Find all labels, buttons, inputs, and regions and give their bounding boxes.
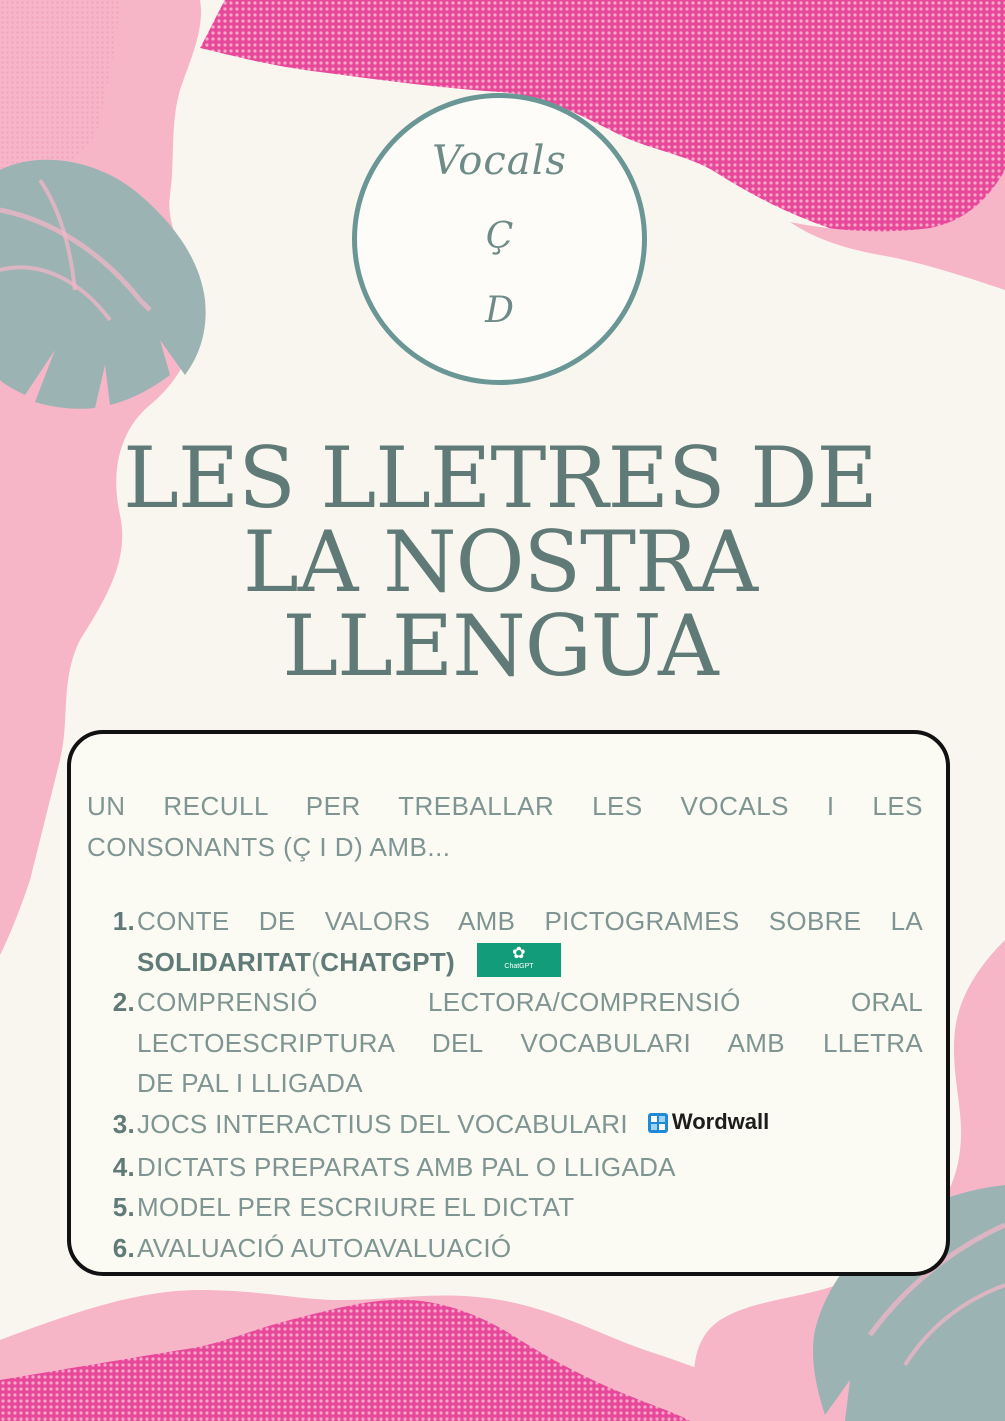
list-number: 1. [112, 906, 135, 936]
list-item [107, 1147, 923, 1188]
circle-vocals: Vocals [432, 138, 567, 184]
list-number: 4. [112, 1151, 135, 1182]
list-number: 6. [112, 1232, 135, 1263]
list-text-row [137, 1104, 923, 1147]
list-text: DICTATS PREPARATS AMB PAL O LLIGADA [137, 1151, 676, 1182]
list-text: COMPRENSIÓ LECTORA/COMPRENSIÓ ORAL [137, 987, 923, 1017]
list-number: 3. [112, 1108, 135, 1139]
wordwall-logo [648, 1100, 769, 1142]
wordwall-grid-icon [648, 1113, 668, 1133]
intro-text [87, 786, 923, 868]
list-item [107, 901, 923, 982]
list-text-line-2: LECTOESCRIPTURA DEL VOCABULARI AMB LLETRA [137, 1027, 923, 1058]
title-line-1: LES LLETRES DE [123, 429, 877, 527]
list-item [107, 1228, 923, 1269]
list-text: CONTE DE VALORS AMB PICTOGRAMES SOBRE LA [137, 906, 923, 936]
list-number: 2. [112, 987, 135, 1017]
list-text-line-3: DE PAL I LLIGADA [137, 1068, 363, 1098]
list-text: AVALUACIÓ AUTOAVALUACIÓ [137, 1232, 512, 1263]
list-item [107, 1104, 923, 1147]
contents-list [107, 901, 923, 1268]
chatgpt-logo-text: ChatGPT [504, 962, 534, 970]
wordwall-logo-text: Wordwall [671, 1109, 770, 1135]
list-text: MODEL PER ESCRIURE EL DICTAT [137, 1192, 575, 1223]
page-title [100, 429, 900, 695]
content-card [67, 730, 950, 1276]
title-line-2: LA NOSTRA [243, 513, 757, 611]
chatgpt-bold: CHATGPT) [320, 946, 455, 977]
solidaritat-bold: SOLIDARITAT [137, 946, 312, 977]
circle-letter-c-cedilla: Ç [485, 216, 514, 257]
chatgpt-logo [477, 943, 561, 977]
list-text: JOCS INTERACTIUS DEL VOCABULARI [137, 1108, 628, 1139]
title-line-3: LLENGUA [282, 597, 718, 695]
paren-open: ( [311, 946, 321, 977]
list-item [107, 982, 923, 1104]
circle-letter-d: D [485, 290, 514, 331]
letters-circle [352, 93, 647, 385]
list-number: 5. [112, 1192, 135, 1223]
intro-line-1: UN RECULL PER TREBALLAR LES VOCALS I LES [87, 791, 923, 821]
intro-line-2: CONSONANTS (Ç I D) AMB... [87, 832, 451, 862]
openai-knot-icon: ✿ [512, 942, 526, 962]
list-item [107, 1187, 923, 1228]
list-text-line-2 [137, 942, 923, 983]
